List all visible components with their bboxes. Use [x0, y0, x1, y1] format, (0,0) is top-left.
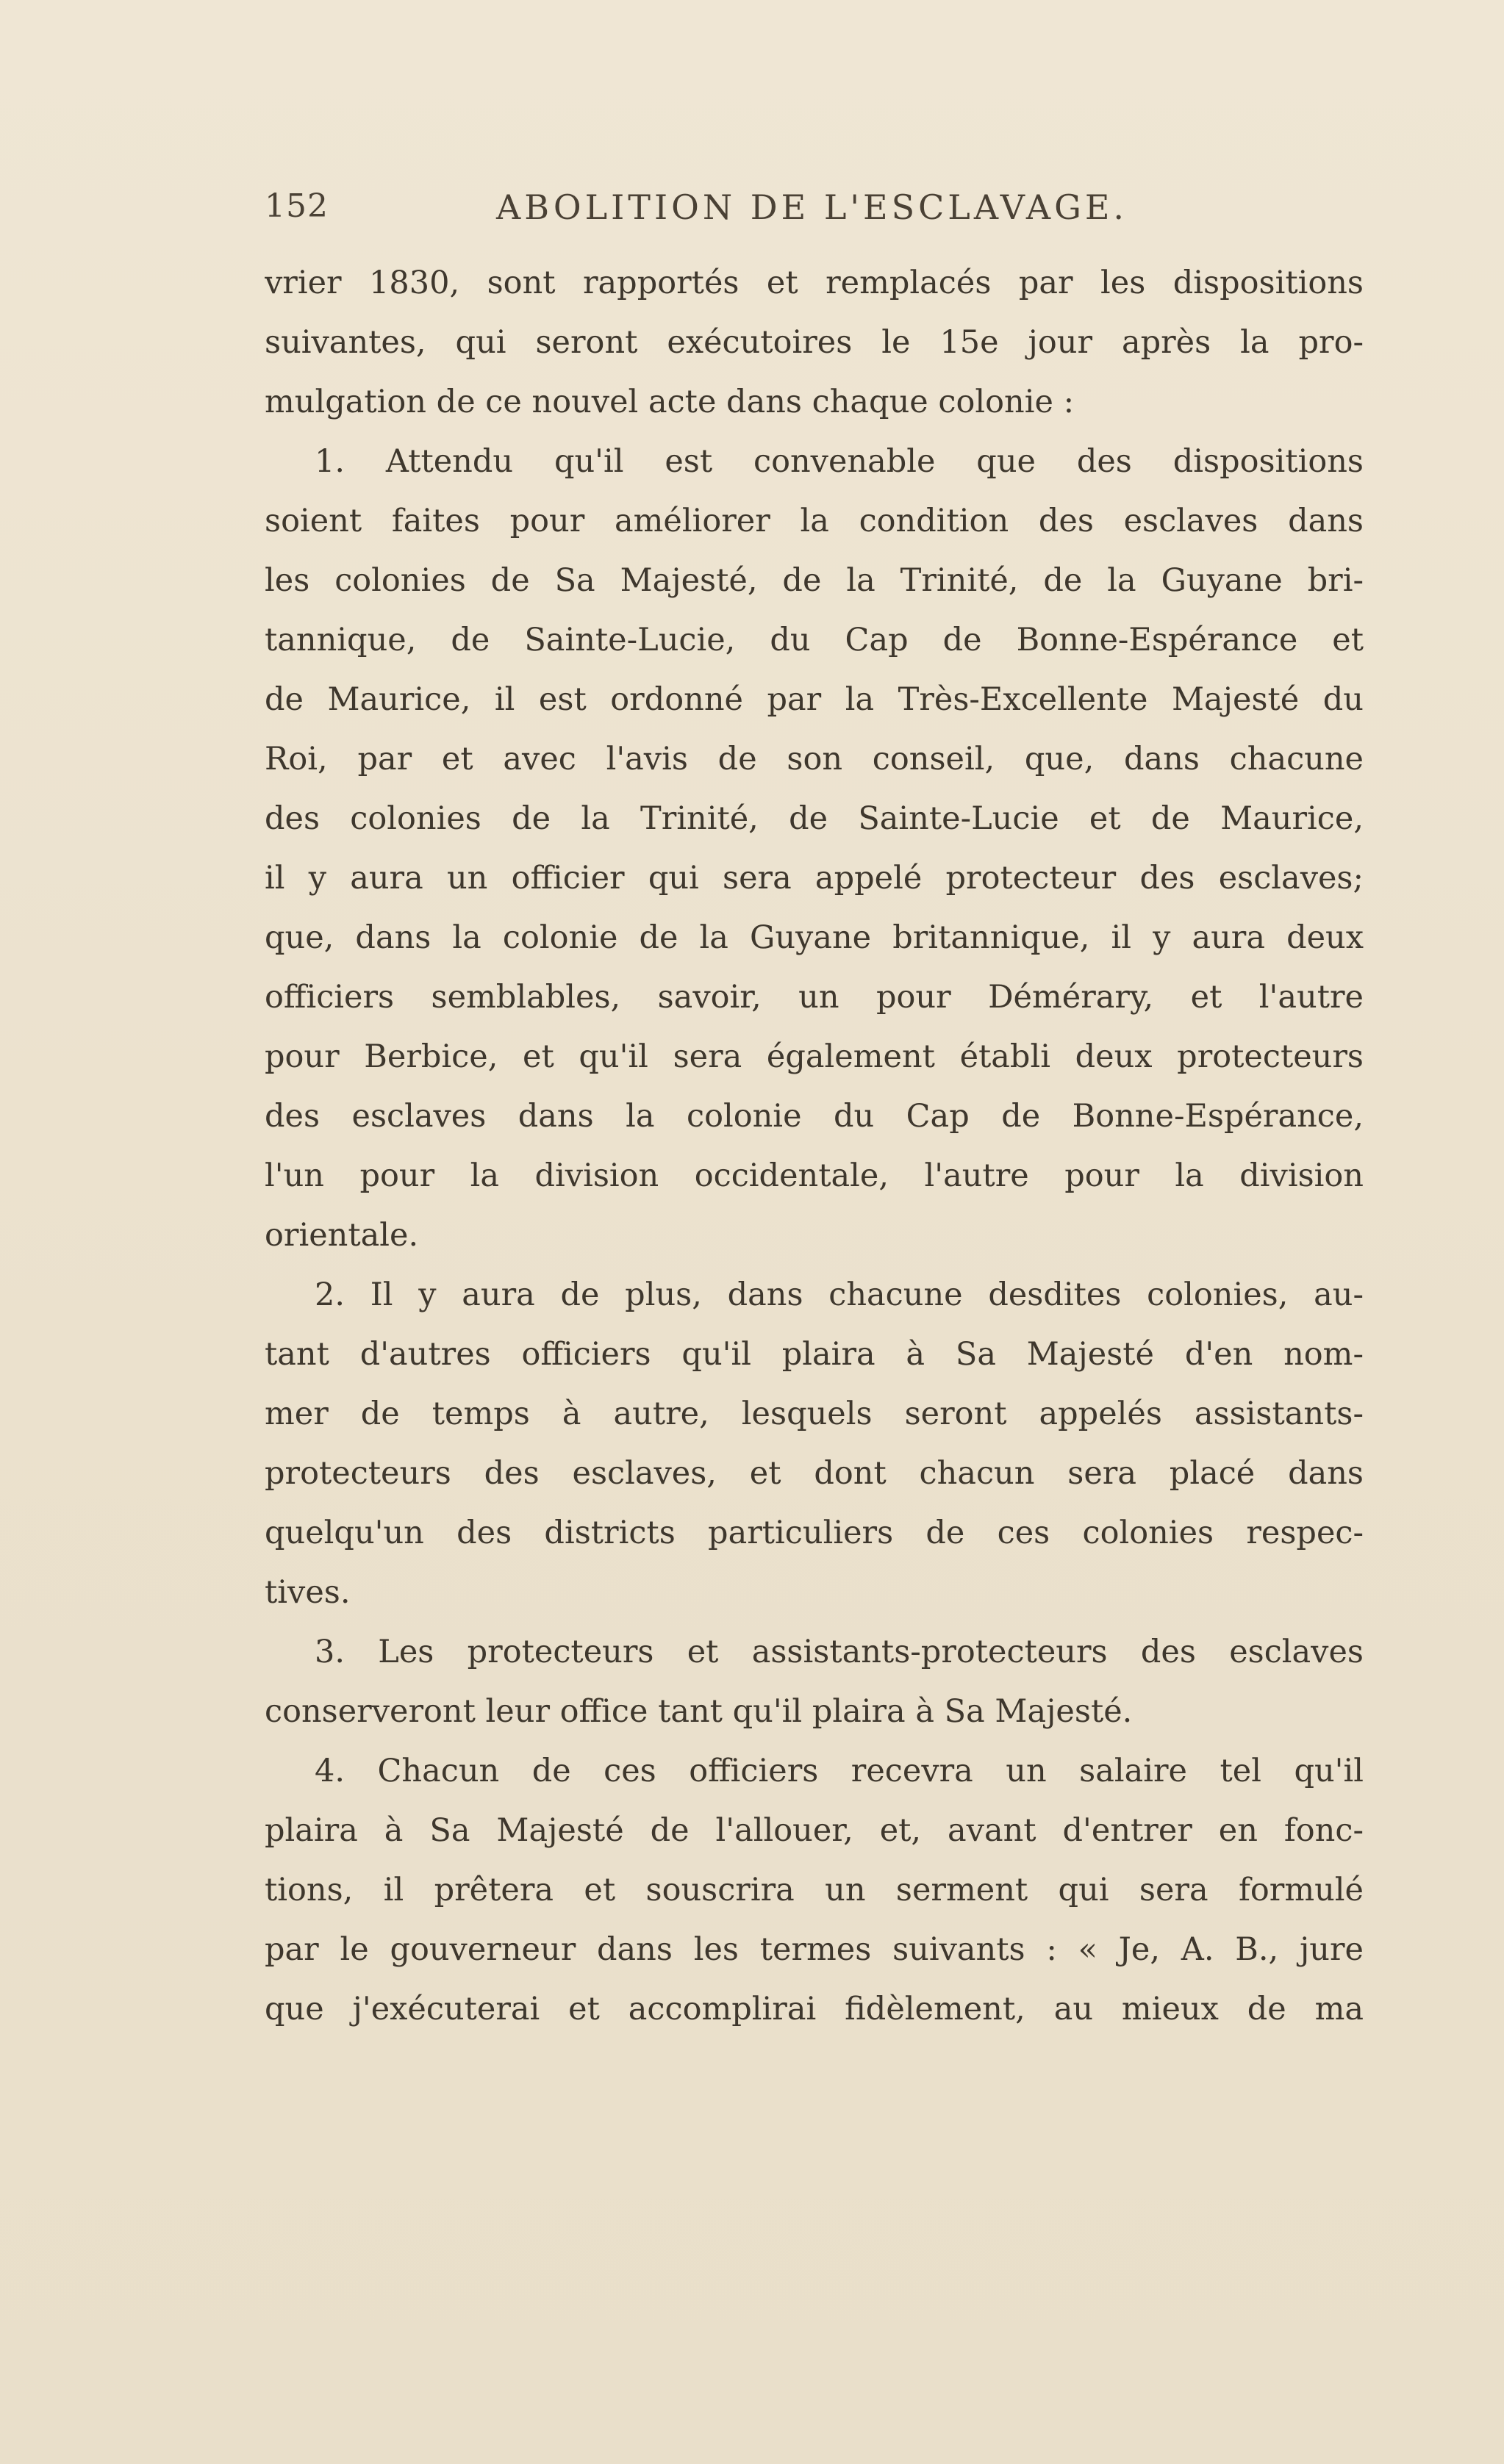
text-line: conserveront leur office tant qu'il plaira à Sa Majesté. — [265, 1693, 1133, 1730]
text-line: tives. — [265, 1574, 351, 1611]
body-text — [265, 254, 1364, 2039]
text-line: des colonies de la Trinité, de Sainte-Lucie et de Maurice, — [265, 800, 1364, 837]
running-title: ABOLITION DE L'ESCLAVAGE. — [496, 187, 1128, 227]
text-line: par le gouverneur dans les termes suivants : « Je, A. B., jure — [265, 1931, 1364, 1968]
page-number: 152 — [265, 187, 329, 225]
text-line: soient faites pour améliorer la condition des esclaves dans — [265, 503, 1364, 539]
text-line: tannique, de Sainte-Lucie, du Cap de Bonne-Espérance et — [265, 622, 1364, 658]
text-line: Roi, par et avec l'avis de son conseil, que, dans chacune — [265, 741, 1364, 777]
paragraph-2-start: 2. Il y aura de plus, dans chacune desdites colonies, au- — [315, 1276, 1364, 1313]
text-line: que j'exécuterai et accomplirai fidèlement, au mieux de ma — [265, 1991, 1364, 2027]
text-line: protecteurs des esclaves, et dont chacun sera placé dans — [265, 1455, 1364, 1492]
text-line: que, dans la colonie de la Guyane britannique, il y aura deux — [265, 919, 1364, 956]
paragraph-4-start: 4. Chacun de ces officiers recevra un salaire tel qu'il — [315, 1753, 1364, 1789]
text-line: pour Berbice, et qu'il sera également établi deux protecteurs — [265, 1038, 1364, 1075]
text-line: mulgation de ce nouvel acte dans chaque colonie : — [265, 384, 1075, 420]
text-line: plaira à Sa Majesté de l'allouer, et, avant d'entrer en fonc- — [265, 1812, 1364, 1849]
text-line: tant d'autres officiers qu'il plaira à Sa Majesté d'en nom- — [265, 1336, 1364, 1373]
text-line: tions, il prêtera et souscrira un serment qui sera formulé — [265, 1872, 1364, 1908]
text-line: l'un pour la division occidentale, l'autre pour la division — [265, 1157, 1364, 1194]
text-line: vrier 1830, sont rapportés et remplacés par les dispositions — [265, 265, 1364, 301]
text-line: orientale. — [265, 1217, 419, 1254]
text-line: officiers semblables, savoir, un pour Démérary, et l'autre — [265, 979, 1364, 1016]
paragraph-3-start: 3. Les protecteurs et assistants-protecteurs des esclaves — [315, 1634, 1364, 1670]
text-line: mer de temps à autre, lesquels seront appelés assistants- — [265, 1396, 1364, 1432]
text-line: les colonies de Sa Majesté, de la Trinité, de la Guyane bri- — [265, 562, 1364, 599]
text-line: quelqu'un des districts particuliers de ces colonies respec- — [265, 1515, 1364, 1551]
text-line: des esclaves dans la colonie du Cap de Bonne-Espérance, — [265, 1098, 1364, 1135]
paragraph-1-start: 1. Attendu qu'il est convenable que des dispositions — [315, 443, 1364, 480]
text-line: de Maurice, il est ordonné par la Très-Excellente Majesté du — [265, 681, 1364, 718]
text-line: suivantes, qui seront exécutoires le 15e jour après la pro- — [265, 324, 1364, 361]
text-line: il y aura un officier qui sera appelé protecteur des esclaves; — [265, 860, 1364, 897]
page-header — [265, 187, 1364, 239]
